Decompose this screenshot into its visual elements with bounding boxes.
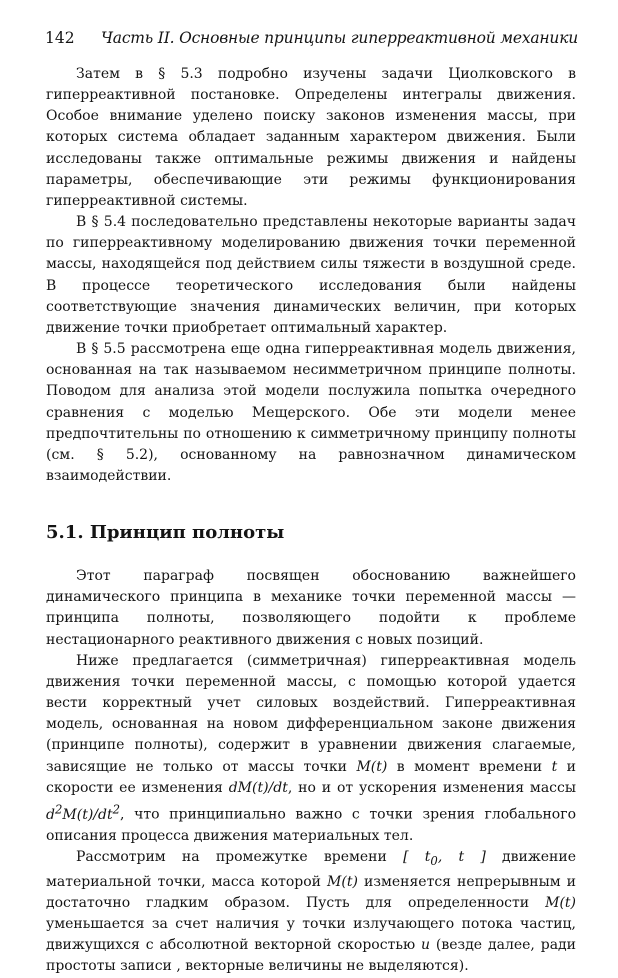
math-part: , t ]: [437, 848, 486, 865]
paragraph-intro-1: Затем в § 5.3 подробно изучены задачи Циолковского в гиперреактивной постановке. Определены интегралы движения. Особое внимание уделено поиску законов изменения массы, при которых система обладает заданным характером движения. Были исследованы также оптимальные режимы движения и найдены параметры, обеспечивающие эти режимы функционирования гиперреактивной системы.: [46, 66, 576, 209]
page-number: 142: [45, 29, 75, 47]
text-run: уменьшается за счет наличия у точки излучающего потока частиц, движущихся с абсолютной векторной скоростью: [46, 916, 576, 954]
math-mass: M(t): [545, 894, 576, 911]
text-run: в момент времени: [387, 758, 552, 775]
math-part: d: [46, 806, 55, 823]
text-body: [46, 64, 576, 978]
paragraph-intro-2: В § 5.4 последовательно представлены некоторые варианты задач по гиперреактивному моделированию движения точки переменной массы, находящейся под действием силы тяжести в воздушной среде. В процессе теоретического исследования были найдены соответствующие значения динамических величин, при которых движение точки приобретает оптимальный характер.: [46, 214, 576, 336]
math-sup: 2: [112, 801, 121, 816]
text-run: Ниже предлагается (симметричная) гиперреактивная модель движения точки переменной массы, с помощью которой удается вести корректный учет силовых воздействий. Гиперреактивная модель, основанная на новом дифференциальном законе движения (принципе полноты), содержит в уравнении движения слагаемые, зависящие не только от массы точки: [46, 652, 576, 775]
math-velocity: u: [421, 937, 431, 954]
text-run: и скорости ее изменения: [46, 758, 577, 796]
math-mass: M(t): [327, 873, 358, 890]
math-mass-acceleration: [46, 801, 121, 823]
text-run: (везде далее, ради простоты записи , векторные величины не выделяются).: [46, 937, 576, 975]
text-run: движение материальной точки, масса которой: [46, 848, 576, 890]
running-header: [45, 26, 579, 50]
section-heading: 5.1. Принцип полноты: [46, 522, 285, 544]
paragraph-section-1: Этот параграф посвящен обоснованию важнейшего динамического принципа в механике точки переменной массы — принципа полноты, позволяющего подойти к проблеме нестационарного реактивного движения с новых позиций.: [46, 568, 576, 648]
paragraph-intro-3: В § 5.5 рассмотрена еще одна гиперреактивная модель движения, основанная на так называемом несимметричном принципе полноты. Поводом для анализа этой модели послужила попытка очередного сравнения с моделью Мещерского. Обе эти модели менее предпочтительны по отношению к симметричному принципу полноты (см. § 5.2), основанному на равнозначном динамическом взаимодействии.: [46, 341, 576, 484]
math-sup: 2: [54, 801, 63, 816]
text-run: Рассмотрим на промежутке времени: [76, 848, 404, 865]
running-title: Часть II. Основные принципы гиперреактивной механики: [101, 29, 579, 47]
text-run: изменяется непрерывным и достаточно гладким образом. Пусть для определенности: [46, 873, 576, 911]
text-run: , что принципиально важно с точки зрения глобального описания процесса движения материальных тел.: [46, 806, 576, 844]
math-time: t: [551, 758, 558, 775]
text-run: , но и от ускорения изменения массы: [287, 779, 576, 796]
math-mass: M(t): [356, 758, 388, 775]
paragraph-section-3: [46, 847, 576, 978]
math-mass-rate: dM(t)/dt: [228, 779, 288, 796]
math-part: [ t: [403, 848, 431, 865]
paragraph-section-2: [46, 651, 576, 847]
math-sub: 0: [430, 853, 438, 868]
math-interval: [403, 848, 486, 868]
math-part: M(t)/dt: [62, 806, 113, 823]
